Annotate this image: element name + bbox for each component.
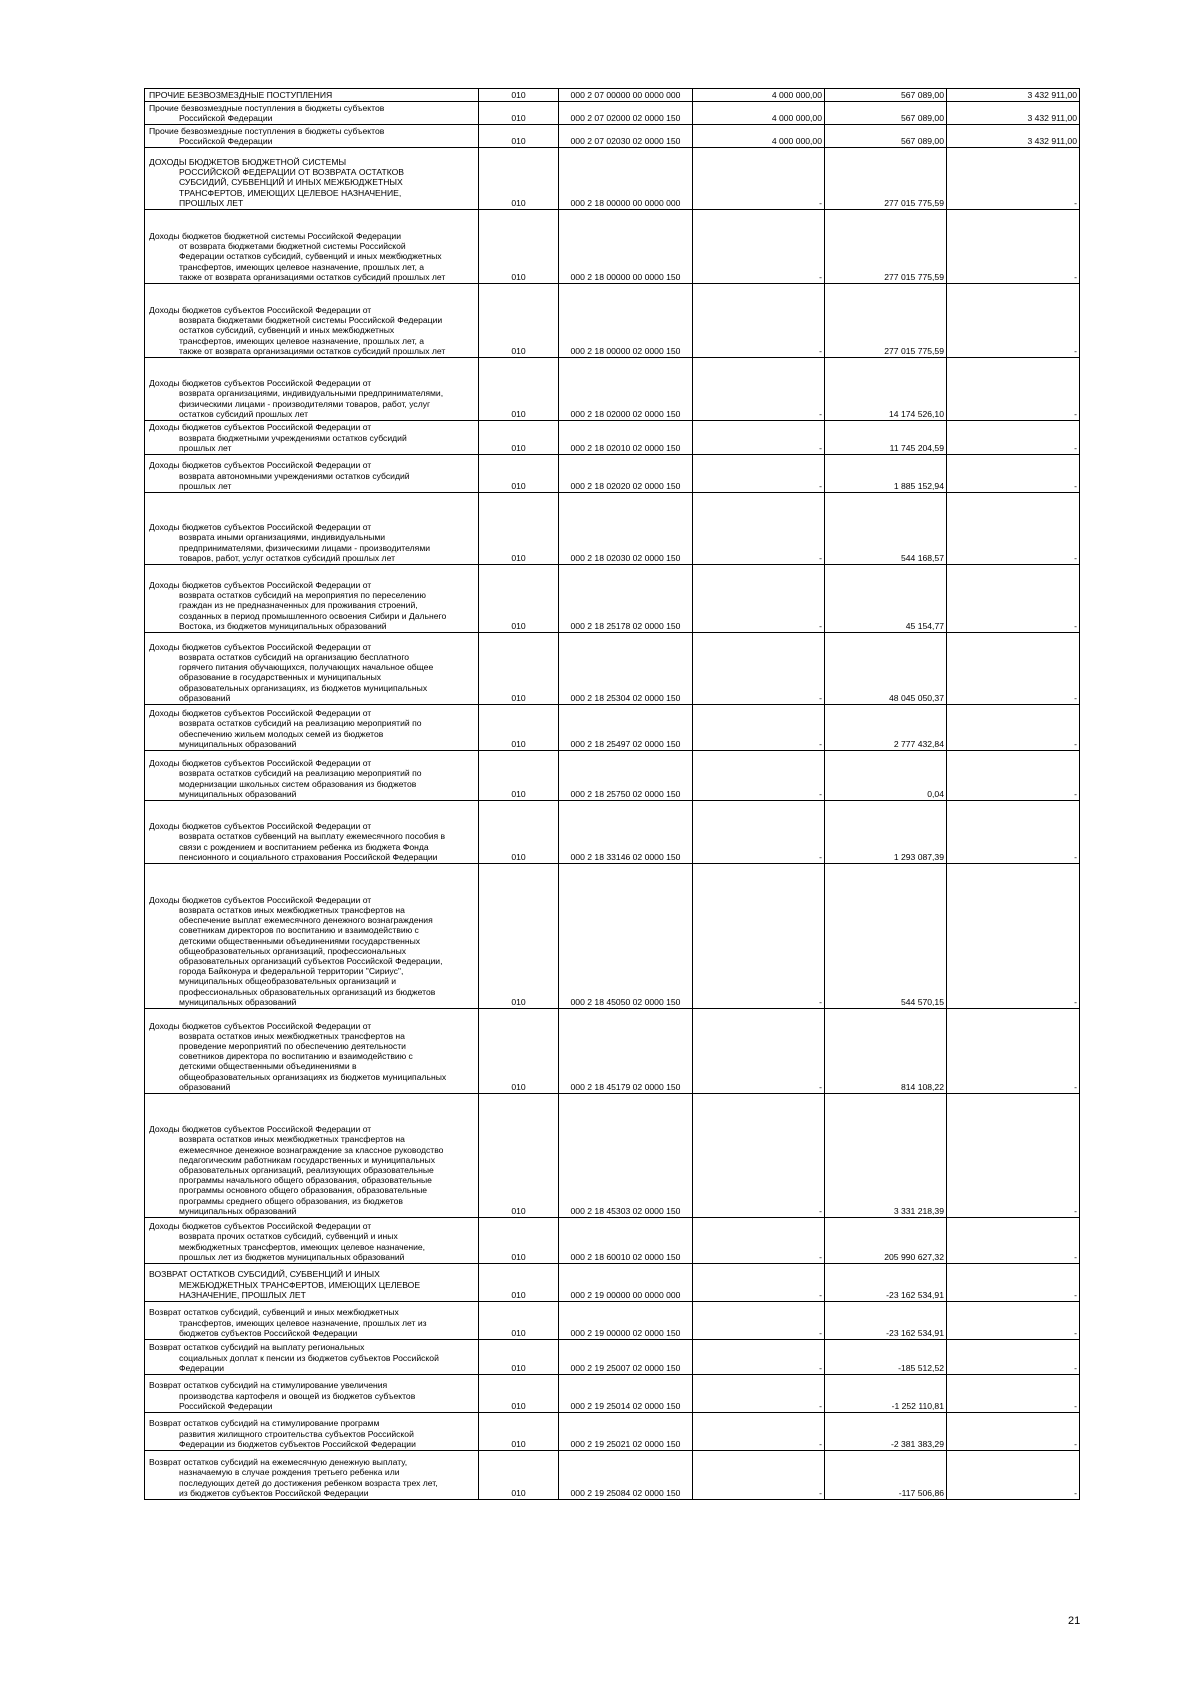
cell-indicator-name: Прочие безвозмездные поступления в бюджеты субъектов Российской Федерации (145, 125, 479, 148)
cell-indicator-name: Доходы бюджетов субъектов Российской Федерации от возврата бюджетными учреждениями остатков субсидий прошлых лет (145, 421, 479, 455)
cell-budget-classification-code: 000 2 18 02010 02 0000 150 (559, 421, 693, 455)
cell-line-code: 010 (479, 455, 559, 493)
cell-line-code: 010 (479, 1302, 559, 1340)
cell-approved-amount: - (693, 1264, 825, 1302)
cell-budget-classification-code: 000 2 18 60010 02 0000 150 (559, 1218, 693, 1264)
table-row (145, 801, 1080, 864)
cell-executed-amount: -117 506,86 (825, 1451, 947, 1500)
cell-indicator-name: Доходы бюджетов субъектов Российской Федерации от возврата остатков иных межбюджетных трансфертов на проведение мероприятий по обеспечению деятельности советников директора по воспитанию и взаимодействию с детскими общественными объединениями в общеобразовательных организациях из бюджетов муниципальных образований (145, 1009, 479, 1094)
cell-line-code: 010 (479, 1413, 559, 1451)
cell-indicator-name: Возврат остатков субсидий на стимулирование программ развития жилищного строительства субъектов Российской Федерации из бюджетов субъектов Российской Федерации (145, 1413, 479, 1451)
cell-unexecuted-amount: - (947, 1413, 1080, 1451)
table-row (145, 705, 1080, 751)
cell-indicator-name: Возврат остатков субсидий на ежемесячную денежную выплату, назначаемую в случае рождения третьего ребенка или последующих детей до достижения ребенком возраста трех лет, из бюджетов субъектов Российской Федерации (145, 1451, 479, 1500)
cell-indicator-name: Доходы бюджетов субъектов Российской Федерации от возврата остатков субсидий на мероприятия по переселению граждан из не предназначенных для проживания строений, созданных в период промышленного освоения Сибири и Дальнего Востока, из бюджетов муниципальных образований (145, 565, 479, 633)
cell-unexecuted-amount: - (947, 358, 1080, 421)
cell-budget-classification-code: 000 2 19 25014 02 0000 150 (559, 1375, 693, 1413)
table-row (145, 1094, 1080, 1218)
cell-unexecuted-amount: - (947, 1451, 1080, 1500)
cell-indicator-name: Возврат остатков субсидий на стимулирование увеличения производства картофеля и овощей из бюджетов субъектов Российской Федерации (145, 1375, 479, 1413)
cell-executed-amount: 1 293 087,39 (825, 801, 947, 864)
cell-unexecuted-amount: 3 432 911,00 (947, 125, 1080, 148)
page-number: 21 (1068, 1615, 1081, 1627)
cell-indicator-name: Прочие безвозмездные поступления в бюджеты субъектов Российской Федерации (145, 102, 479, 125)
cell-unexecuted-amount: - (947, 633, 1080, 705)
cell-executed-amount: 2 777 432,84 (825, 705, 947, 751)
cell-unexecuted-amount: - (947, 421, 1080, 455)
table-row (145, 148, 1080, 210)
cell-approved-amount: 4 000 000,00 (693, 102, 825, 125)
cell-unexecuted-amount: - (947, 1340, 1080, 1375)
table-row (145, 864, 1080, 1009)
cell-approved-amount: 4 000 000,00 (693, 125, 825, 148)
cell-budget-classification-code: 000 2 18 02020 02 0000 150 (559, 455, 693, 493)
cell-unexecuted-amount: 3 432 911,00 (947, 89, 1080, 102)
table-row (145, 1340, 1080, 1375)
cell-budget-classification-code: 000 2 18 25178 02 0000 150 (559, 565, 693, 633)
cell-unexecuted-amount: - (947, 1218, 1080, 1264)
cell-approved-amount: - (693, 1413, 825, 1451)
cell-unexecuted-amount: - (947, 801, 1080, 864)
cell-indicator-name: Доходы бюджетов субъектов Российской Федерации от возврата автономными учреждениями остатков субсидий прошлых лет (145, 455, 479, 493)
cell-indicator-name: Доходы бюджетов субъектов Российской Федерации от возврата иными организациями, индивидуальными предпринимателями, физическими лицами - производителями товаров, работ, услуг остатков субсидий прошлых лет (145, 493, 479, 565)
cell-unexecuted-amount: - (947, 210, 1080, 284)
cell-executed-amount: 567 089,00 (825, 125, 947, 148)
cell-budget-classification-code: 000 2 19 25021 02 0000 150 (559, 1413, 693, 1451)
cell-line-code: 010 (479, 493, 559, 565)
cell-executed-amount: 567 089,00 (825, 89, 947, 102)
cell-budget-classification-code: 000 2 18 45179 02 0000 150 (559, 1009, 693, 1094)
cell-unexecuted-amount: - (947, 284, 1080, 358)
cell-unexecuted-amount: - (947, 1375, 1080, 1413)
cell-unexecuted-amount: - (947, 493, 1080, 565)
table-row (145, 751, 1080, 801)
cell-indicator-name: Доходы бюджетов субъектов Российской Федерации от возврата остатков субсидий на реализацию мероприятий по модернизации школьных систем образования из бюджетов муниципальных образований (145, 751, 479, 801)
cell-line-code: 010 (479, 210, 559, 284)
cell-executed-amount: -1 252 110,81 (825, 1375, 947, 1413)
cell-approved-amount: - (693, 421, 825, 455)
cell-line-code: 010 (479, 1218, 559, 1264)
cell-executed-amount: -23 162 534,91 (825, 1264, 947, 1302)
cell-approved-amount: 4 000 000,00 (693, 89, 825, 102)
cell-budget-classification-code: 000 2 18 45303 02 0000 150 (559, 1094, 693, 1218)
table-row (145, 421, 1080, 455)
cell-budget-classification-code: 000 2 07 02030 02 0000 150 (559, 125, 693, 148)
cell-executed-amount: 14 174 526,10 (825, 358, 947, 421)
cell-approved-amount: - (693, 1094, 825, 1218)
table-row (145, 565, 1080, 633)
table-row (145, 1451, 1080, 1500)
cell-indicator-name: ПРОЧИЕ БЕЗВОЗМЕЗДНЫЕ ПОСТУПЛЕНИЯ (145, 89, 479, 102)
table-row (145, 1375, 1080, 1413)
cell-budget-classification-code: 000 2 18 00000 00 0000 000 (559, 148, 693, 210)
cell-executed-amount: 45 154,77 (825, 565, 947, 633)
table-row (145, 1413, 1080, 1451)
cell-executed-amount: 0,04 (825, 751, 947, 801)
cell-indicator-name: ВОЗВРАТ ОСТАТКОВ СУБСИДИЙ, СУБВЕНЦИЙ И ИНЫХ МЕЖБЮДЖЕТНЫХ ТРАНСФЕРТОВ, ИМЕЮЩИХ ЦЕЛЕВОЕ НАЗНАЧЕНИЕ, ПРОШЛЫХ ЛЕТ (145, 1264, 479, 1302)
cell-unexecuted-amount: - (947, 148, 1080, 210)
cell-executed-amount: 3 331 218,39 (825, 1094, 947, 1218)
table-row (145, 633, 1080, 705)
cell-budget-classification-code: 000 2 18 02030 02 0000 150 (559, 493, 693, 565)
table-row (145, 1218, 1080, 1264)
cell-unexecuted-amount: - (947, 1009, 1080, 1094)
cell-unexecuted-amount: - (947, 864, 1080, 1009)
cell-line-code: 010 (479, 1264, 559, 1302)
cell-line-code: 010 (479, 358, 559, 421)
cell-line-code: 010 (479, 102, 559, 125)
cell-executed-amount: 48 045 050,37 (825, 633, 947, 705)
cell-unexecuted-amount: - (947, 565, 1080, 633)
cell-approved-amount: - (693, 633, 825, 705)
cell-indicator-name: Доходы бюджетов субъектов Российской Федерации от возврата бюджетами бюджетной системы Российской Федерации остатков субсидий, субвенций и иных межбюджетных трансфертов, имеющих целевое назначение, прошлых лет, а также от возврата организациями остатков субсидий прошлых лет (145, 284, 479, 358)
cell-budget-classification-code: 000 2 19 00000 02 0000 150 (559, 1302, 693, 1340)
cell-indicator-name: Доходы бюджетов бюджетной системы Российской Федерации от возврата бюджетами бюджетной системы Российской Федерации остатков субсидий, субвенций и иных межбюджетных трансфертов, имеющих целевое назначение, прошлых лет, а также от возврата организациями остатков субсидий прошлых лет (145, 210, 479, 284)
cell-unexecuted-amount: - (947, 1264, 1080, 1302)
cell-executed-amount: 277 015 775,59 (825, 284, 947, 358)
cell-line-code: 010 (479, 89, 559, 102)
cell-approved-amount: - (693, 455, 825, 493)
cell-line-code: 010 (479, 705, 559, 751)
table-row (145, 89, 1080, 102)
cell-budget-classification-code: 000 2 18 02000 02 0000 150 (559, 358, 693, 421)
cell-line-code: 010 (479, 1451, 559, 1500)
cell-budget-classification-code: 000 2 18 25750 02 0000 150 (559, 751, 693, 801)
cell-budget-classification-code: 000 2 18 45050 02 0000 150 (559, 864, 693, 1009)
cell-approved-amount: - (693, 801, 825, 864)
cell-indicator-name: Доходы бюджетов субъектов Российской Федерации от возврата остатков иных межбюджетных трансфертов на ежемесячное денежное вознаграждение за классное руководство педагогическим работникам государственных и муниципальных образовательных организаций, реализующих образовательные программы начального общего образования, образовательные программы основного общего образования, образовательные программы среднего общего образования, из бюджетов муниципальных образований (145, 1094, 479, 1218)
cell-approved-amount: - (693, 1375, 825, 1413)
cell-line-code: 010 (479, 565, 559, 633)
cell-unexecuted-amount: - (947, 1094, 1080, 1218)
cell-line-code: 010 (479, 1340, 559, 1375)
cell-executed-amount: 277 015 775,59 (825, 210, 947, 284)
table-row (145, 102, 1080, 125)
cell-indicator-name: Доходы бюджетов субъектов Российской Федерации от возврата остатков иных межбюджетных трансфертов на обеспечение выплат ежемесячного денежного вознаграждения советникам директоров по воспитанию и взаимодействию с детскими общественными объединениями государственных общеобразовательных организаций, профессиональных образовательных организаций субъектов Российской Федерации, города Байконура и федеральной территории "Сириус", муниципальных общеобразовательных организаций и профессиональных образовательных организаций из бюджетов муниципальных образований (145, 864, 479, 1009)
budget-revenue-table (144, 88, 1080, 1500)
cell-line-code: 010 (479, 633, 559, 705)
cell-budget-classification-code: 000 2 07 02000 02 0000 150 (559, 102, 693, 125)
table-row (145, 1264, 1080, 1302)
cell-executed-amount: -185 512,52 (825, 1340, 947, 1375)
cell-executed-amount: 544 168,57 (825, 493, 947, 565)
cell-line-code: 010 (479, 148, 559, 210)
cell-approved-amount: - (693, 705, 825, 751)
cell-budget-classification-code: 000 2 18 00000 00 0000 150 (559, 210, 693, 284)
cell-indicator-name: Доходы бюджетов субъектов Российской Федерации от возврата организациями, индивидуальными предпринимателями, физическими лицами - производителями товаров, работ, услуг остатков субсидий прошлых лет (145, 358, 479, 421)
table-row (145, 455, 1080, 493)
cell-indicator-name: ДОХОДЫ БЮДЖЕТОВ БЮДЖЕТНОЙ СИСТЕМЫ РОССИЙСКОЙ ФЕДЕРАЦИИ ОТ ВОЗВРАТА ОСТАТКОВ СУБСИДИЙ, СУБВЕНЦИЙ И ИНЫХ МЕЖБЮДЖЕТНЫХ ТРАНСФЕРТОВ, ИМЕЮЩИХ ЦЕЛЕВОЕ НАЗНАЧЕНИЕ, ПРОШЛЫХ ЛЕТ (145, 148, 479, 210)
cell-executed-amount: 814 108,22 (825, 1009, 947, 1094)
cell-approved-amount: - (693, 1451, 825, 1500)
table-row (145, 210, 1080, 284)
table-body (145, 89, 1080, 1500)
cell-unexecuted-amount: 3 432 911,00 (947, 102, 1080, 125)
cell-approved-amount: - (693, 1009, 825, 1094)
cell-approved-amount: - (693, 358, 825, 421)
cell-indicator-name: Доходы бюджетов субъектов Российской Федерации от возврата остатков субсидий на организацию бесплатного горячего питания обучающихся, получающих начальное общее образование в государственных и муниципальных образовательных организациях, из бюджетов муниципальных образований (145, 633, 479, 705)
cell-executed-amount: 544 570,15 (825, 864, 947, 1009)
cell-approved-amount: - (693, 751, 825, 801)
cell-indicator-name: Доходы бюджетов субъектов Российской Федерации от возврата остатков субсидий на реализацию мероприятий по обеспечению жильем молодых семей из бюджетов муниципальных образований (145, 705, 479, 751)
cell-line-code: 010 (479, 125, 559, 148)
cell-line-code: 010 (479, 1375, 559, 1413)
cell-indicator-name: Возврат остатков субсидий, субвенций и иных межбюджетных трансфертов, имеющих целевое назначение, прошлых лет из бюджетов субъектов Российской Федерации (145, 1302, 479, 1340)
table-row (145, 493, 1080, 565)
cell-executed-amount: 277 015 775,59 (825, 148, 947, 210)
cell-approved-amount: - (693, 1340, 825, 1375)
cell-line-code: 010 (479, 1094, 559, 1218)
cell-line-code: 010 (479, 801, 559, 864)
cell-budget-classification-code: 000 2 19 25007 02 0000 150 (559, 1340, 693, 1375)
cell-budget-classification-code: 000 2 19 25084 02 0000 150 (559, 1451, 693, 1500)
table-row (145, 358, 1080, 421)
table-row (145, 1302, 1080, 1340)
cell-unexecuted-amount: - (947, 1302, 1080, 1340)
cell-approved-amount: - (693, 493, 825, 565)
cell-unexecuted-amount: - (947, 455, 1080, 493)
cell-budget-classification-code: 000 2 18 33146 02 0000 150 (559, 801, 693, 864)
cell-approved-amount: - (693, 284, 825, 358)
table-row (145, 284, 1080, 358)
cell-approved-amount: - (693, 565, 825, 633)
cell-line-code: 010 (479, 864, 559, 1009)
cell-line-code: 010 (479, 421, 559, 455)
cell-line-code: 010 (479, 751, 559, 801)
cell-executed-amount: -23 162 534,91 (825, 1302, 947, 1340)
table-row (145, 125, 1080, 148)
cell-indicator-name: Доходы бюджетов субъектов Российской Федерации от возврата остатков субвенций на выплату ежемесячного пособия в связи с рождением и воспитанием ребенка из бюджета Фонда пенсионного и социального страхования Российской Федерации (145, 801, 479, 864)
cell-budget-classification-code: 000 2 18 25497 02 0000 150 (559, 705, 693, 751)
cell-line-code: 010 (479, 1009, 559, 1094)
cell-indicator-name: Возврат остатков субсидий на выплату региональных социальных доплат к пенсии из бюджетов субъектов Российской Федерации (145, 1340, 479, 1375)
table-row (145, 1009, 1080, 1094)
cell-budget-classification-code: 000 2 18 00000 02 0000 150 (559, 284, 693, 358)
cell-executed-amount: 1 885 152,94 (825, 455, 947, 493)
cell-approved-amount: - (693, 864, 825, 1009)
cell-budget-classification-code: 000 2 07 00000 00 0000 000 (559, 89, 693, 102)
cell-executed-amount: 11 745 204,59 (825, 421, 947, 455)
cell-executed-amount: 567 089,00 (825, 102, 947, 125)
cell-budget-classification-code: 000 2 18 25304 02 0000 150 (559, 633, 693, 705)
cell-unexecuted-amount: - (947, 751, 1080, 801)
cell-executed-amount: -2 381 383,29 (825, 1413, 947, 1451)
cell-approved-amount: - (693, 210, 825, 284)
cell-line-code: 010 (479, 284, 559, 358)
cell-approved-amount: - (693, 1302, 825, 1340)
cell-approved-amount: - (693, 148, 825, 210)
cell-approved-amount: - (693, 1218, 825, 1264)
cell-budget-classification-code: 000 2 19 00000 00 0000 000 (559, 1264, 693, 1302)
cell-unexecuted-amount: - (947, 705, 1080, 751)
cell-executed-amount: 205 990 627,32 (825, 1218, 947, 1264)
cell-indicator-name: Доходы бюджетов субъектов Российской Федерации от возврата прочих остатков субсидий, субвенций и иных межбюджетных трансфертов, имеющих целевое назначение, прошлых лет из бюджетов муниципальных образований (145, 1218, 479, 1264)
